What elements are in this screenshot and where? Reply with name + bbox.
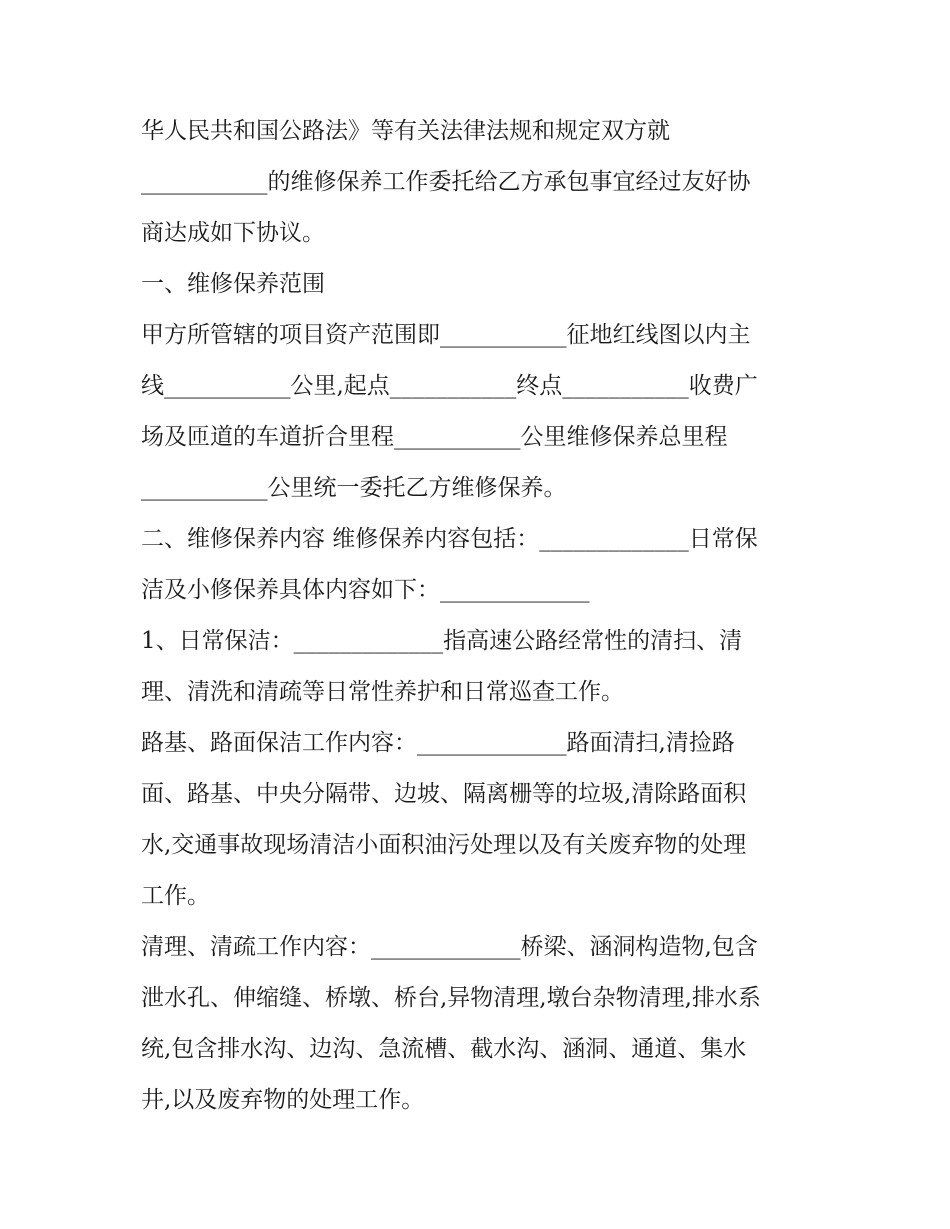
text-line: 清理、清疏工作内容：_____________桥梁、涵洞构造物,包含 (141, 934, 758, 960)
text-line: 1、日常保洁：_____________指高速公路经常性的清扫、清 (141, 628, 743, 654)
text-line: 理、清洗和清疏等日常性养护和日常巡查工作。 (141, 679, 624, 705)
section-heading: 一、维修保养范围 (141, 271, 325, 297)
text-line: 线___________公里,起点___________终点___________收费广 (141, 373, 758, 399)
text-line: ___________公里统一委托乙方维修保养。 (141, 475, 567, 501)
text-line: 商达成如下协议。 (141, 220, 325, 246)
text-line: 面、路基、中央分隔带、边坡、隔离栅等的垃圾,清除路面积 (141, 781, 747, 807)
text-line: 泄水孔、伸缩缝、桥墩、桥台,异物清理,墩台杂物清理,排水系 (141, 985, 761, 1011)
text-line: 场及匝道的车道折合里程___________公里维修保养总里程 (141, 424, 728, 450)
text-line: 井,以及废弃物的处理工作。 (141, 1087, 425, 1113)
document-body (141, 106, 821, 1126)
text-line: 路基、路面保洁工作内容：_____________路面清扫,清捡路 (141, 730, 735, 756)
text-line: 统,包含排水沟、边沟、急流槽、截水沟、涵洞、通道、集水 (141, 1036, 747, 1062)
text-line: 洁及小修保养具体内容如下：_____________ (141, 577, 590, 603)
text-line: ___________的维修保养工作委托给乙方承包事宜经过友好协 (141, 169, 751, 195)
text-line: 甲方所管辖的项目资产范围即___________征地红线图以内主 (141, 322, 751, 348)
section-heading: 二、维修保养内容 维修保养内容包括：_____________日常保 (141, 526, 758, 552)
text-line: 水,交通事故现场清洁小面积油污处理以及有关废弃物的处理 (141, 832, 747, 858)
text-line: 华人民共和国公路法》等有关法律法规和规定双方就 (141, 118, 670, 144)
text-line: 工作。 (141, 883, 210, 909)
